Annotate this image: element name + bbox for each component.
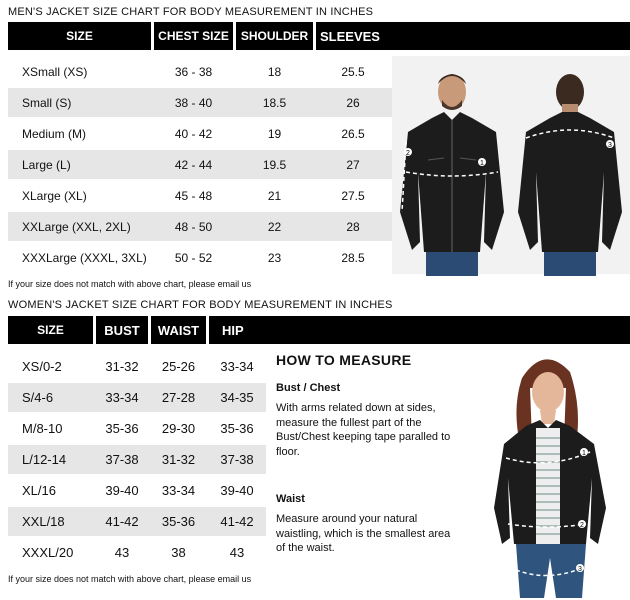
womens-cell-hip: 34-35 [220,390,254,405]
bust-instructions: With arms related down at sides, measure the fullest part of the Bust/Chest keeping tape paralled to floor. [276,402,451,458]
marker-1: 1 [582,450,586,457]
womens-cell-waist: 29-30 [161,421,196,436]
womens-header-bust: BUST [104,322,140,338]
womens-cell-size: S/4-6 [22,390,54,405]
mens-cell-size: XXLarge (XXL, 2XL) [22,219,131,234]
mens-cell-sleeves: 26 [346,95,360,110]
womens-header-hip: HIP [222,322,244,338]
mens-cell-chest: 40 - 42 [174,126,213,141]
mens-cell-sleeves: 28 [346,219,360,234]
mens-cell-chest: 42 - 44 [174,157,213,172]
womens-jacket-image [486,348,616,598]
mens-table-row [8,57,392,86]
marker-2: 2 [580,522,584,529]
mens-cell-chest: 38 - 40 [174,95,213,110]
womens-cell-hip: 43 [229,545,245,560]
womens-cell-waist: 25-26 [161,359,196,374]
mens-cell-chest: 45 - 48 [174,188,213,203]
womens-cell-bust: 33-34 [105,390,139,405]
waist-heading: Waist [276,493,305,505]
womens-cell-waist: 27-28 [161,390,196,405]
womens-chart-title: WOMEN'S JACKET SIZE CHART FOR BODY MEASUREMENT IN INCHES [8,299,393,311]
womens-cell-hip: 35-36 [220,421,254,436]
mens-cell-size: XLarge (XL) [22,188,87,203]
how-to-measure-title: HOW TO MEASURE [276,352,412,368]
womens-cell-bust: 39-40 [105,483,139,498]
womens-cell-waist: 35-36 [161,514,196,529]
mens-cell-size: XXXLarge (XXXL, 3XL) [22,250,147,265]
womens-cell-hip: 37-38 [220,452,254,467]
womens-cell-hip: 41-42 [220,514,254,529]
mens-header-sleeves: SLEEVES [320,28,380,44]
womens-cell-size: XS/0-2 [22,359,62,374]
mens-table-row [8,243,392,272]
womens-cell-size: L/12-14 [22,452,67,467]
mens-cell-shoulder: 23 [267,250,282,265]
mens-cell-shoulder: 18 [267,64,282,79]
mens-cell-sleeves: 27 [346,157,360,172]
mens-cell-shoulder: 22 [267,219,282,234]
womens-cell-bust: 43 [114,545,130,560]
mens-table-row [8,150,392,179]
womens-cell-waist: 31-32 [161,452,196,467]
mens-cell-shoulder: 19 [267,126,282,141]
mens-cell-size: Large (L) [22,157,71,172]
mens-table-row [8,181,392,210]
mens-cell-size: Small (S) [22,95,72,110]
mens-cell-sleeves: 28.5 [341,250,365,265]
womens-table-row [8,352,266,381]
mens-cell-chest: 48 - 50 [174,219,213,234]
womens-table-row [8,476,266,505]
womens-cell-waist: 38 [171,545,186,560]
mens-cell-shoulder: 19.5 [262,157,287,172]
womens-table-row [8,507,266,536]
waist-instructions: Measure around your natural waistling, which is the smallest area of the waist. [276,513,451,554]
mens-cell-sleeves: 27.5 [341,188,365,203]
mens-cell-shoulder: 18.5 [262,95,287,110]
mens-back-jacket-image [512,62,630,276]
womens-table-row [8,414,266,443]
marker-3: 3 [578,566,582,573]
womens-cell-hip: 33-34 [220,359,254,374]
marker-3: 3 [608,142,612,149]
womens-header-waist: WAIST [157,322,200,338]
womens-cell-bust: 41-42 [105,514,139,529]
womens-table-row [8,538,266,567]
mens-front-jacket-image [392,62,512,276]
mens-cell-size: XSmall (XS) [22,64,88,79]
womens-table-header [8,316,630,344]
womens-table-row [8,383,266,412]
womens-cell-bust: 35-36 [105,421,139,436]
mens-cell-size: Medium (M) [22,126,87,141]
womens-header-size: SIZE [37,323,64,337]
marker-2: 2 [406,150,410,157]
mens-cell-sleeves: 25.5 [341,64,365,79]
womens-cell-bust: 31-32 [105,359,139,374]
womens-cell-size: XL/16 [22,483,56,498]
mens-header-shoulder: SHOULDER [240,29,309,43]
womens-table-row [8,445,266,474]
womens-cell-size: M/8-10 [22,421,63,436]
mens-table-row [8,88,392,117]
mens-note: If your size does not match with above chart, please email us [8,279,252,289]
mens-table-header [8,22,630,50]
mens-table-row [8,119,392,148]
bust-heading: Bust / Chest [276,382,341,394]
womens-cell-bust: 37-38 [105,452,139,467]
marker-1: 1 [480,160,484,167]
mens-cell-sleeves: 26.5 [341,126,365,141]
mens-header-size: SIZE [66,29,93,43]
womens-cell-size: XXL/18 [22,514,65,529]
womens-cell-waist: 33-34 [161,483,196,498]
mens-cell-shoulder: 21 [267,188,282,203]
mens-chart-title: MEN'S JACKET SIZE CHART FOR BODY MEASUREMENT IN INCHES [8,6,374,18]
womens-cell-hip: 39-40 [220,483,254,498]
mens-cell-chest: 36 - 38 [174,64,213,79]
womens-note: If your size does not match with above chart, please email us [8,574,252,584]
womens-cell-size: XXXL/20 [22,545,74,560]
mens-cell-chest: 50 - 52 [174,250,213,265]
mens-header-chest: CHEST SIZE [158,29,229,43]
mens-table-row [8,212,392,241]
